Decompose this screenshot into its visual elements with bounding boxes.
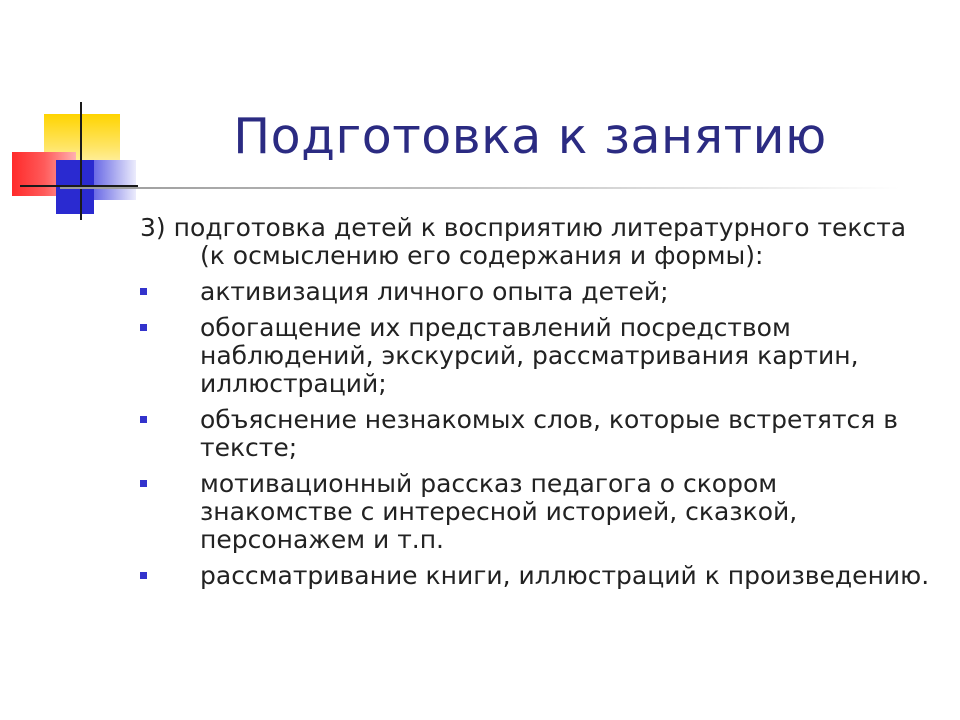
list-item: [140, 470, 930, 554]
list-item: [140, 314, 930, 398]
square-bullet-icon: [140, 480, 147, 487]
decor-blue-fade: [94, 160, 136, 200]
square-bullet-icon: [140, 572, 147, 579]
square-bullet-icon: [140, 324, 147, 331]
list-item-text: мотивационный рассказ педагога о скором знакомстве с интересной историей, сказкой, персонажем и т.п.: [200, 469, 798, 554]
square-bullet-icon: [140, 416, 147, 423]
list-item-text: рассматривание книги, иллюстраций к произведению.: [200, 561, 930, 590]
slide-title: Подготовка к занятию: [233, 108, 827, 165]
square-bullet-icon: [140, 288, 147, 295]
title-underline: [60, 187, 900, 189]
slide-body: [140, 214, 930, 598]
list-item: [140, 278, 930, 306]
list-item-text: активизация личного опыта детей;: [200, 277, 669, 306]
intro-paragraph: 3) подготовка детей к восприятию литературного текста (к осмыслению его содержания и формы):: [140, 213, 907, 270]
list-item: [140, 406, 930, 462]
list-item-text: объяснение незнакомых слов, которые встретятся в тексте;: [200, 405, 898, 462]
list-item-text: обогащение их представлений посредством наблюдений, экскурсий, рассматривания картин, иллюстраций;: [200, 313, 859, 398]
list-item: [140, 562, 930, 590]
